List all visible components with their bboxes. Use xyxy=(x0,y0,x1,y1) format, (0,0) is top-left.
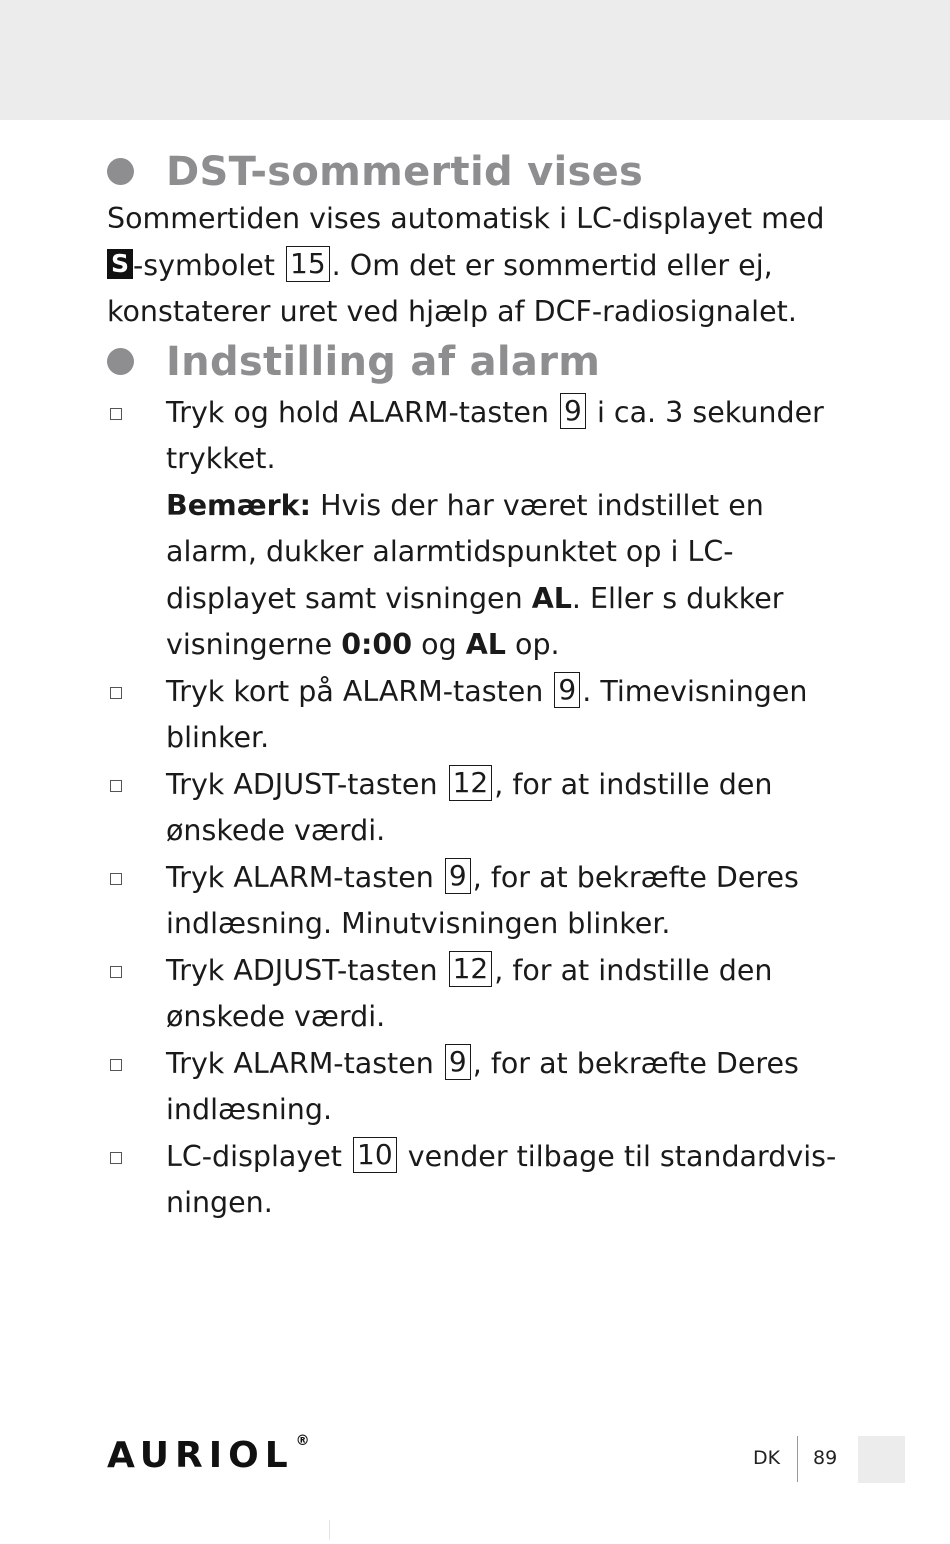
section-title-dst xyxy=(107,146,847,198)
dst-line-3: konstaterer uret ved hjælp af DCF-radiosignalet. xyxy=(107,295,797,328)
checkbox-square-icon xyxy=(110,966,122,978)
section-title-text: DST-sommertid vises xyxy=(166,149,644,195)
step-text: Tryk ALARM-tasten xyxy=(166,860,434,894)
step-text: Tryk kort på ALARM-tasten xyxy=(166,674,544,708)
dst-paragraph xyxy=(107,196,847,336)
step-text: Tryk og hold ALARM-tasten xyxy=(166,395,549,429)
step-text: , for at bekræfte Deres indlæsning. Minutvisningen blinker. xyxy=(166,860,799,940)
ref-number: 9 xyxy=(560,393,586,429)
page-tab-marker xyxy=(858,1436,905,1483)
list-item xyxy=(107,1041,847,1134)
note-text: . Eller s dukker visningerne xyxy=(166,581,784,661)
list-item xyxy=(107,669,847,762)
checkbox-square-icon xyxy=(110,780,122,792)
list-item xyxy=(107,855,847,948)
note-text: og xyxy=(412,628,466,661)
dst-line-2b: . Om det er sommertid eller ej, xyxy=(331,248,773,282)
list-item xyxy=(107,1134,847,1227)
ref-number: 9 xyxy=(554,672,580,708)
header-band xyxy=(0,0,950,120)
list-item xyxy=(107,390,847,669)
ref-number: 9 xyxy=(445,1044,471,1080)
checkbox-square-icon xyxy=(110,873,122,885)
ref-number: 12 xyxy=(449,765,493,801)
step-text: . Timevisningen blinker. xyxy=(166,674,808,754)
checkbox-square-icon xyxy=(110,408,122,420)
registered-mark: ® xyxy=(295,1433,310,1449)
list-item xyxy=(107,948,847,1041)
brand-logo xyxy=(107,1433,310,1476)
note-al: AL xyxy=(465,628,506,661)
footer-divider xyxy=(797,1436,798,1482)
step-text: , for at indstille den ønskede værdi. xyxy=(166,953,773,1033)
section-title-alarm xyxy=(107,336,847,388)
checkbox-square-icon xyxy=(110,687,122,699)
summer-time-s-icon: S xyxy=(107,249,133,279)
note-zero: 0:00 xyxy=(341,628,413,661)
ref-number: 15 xyxy=(286,246,330,282)
step-text: Tryk ALARM-tasten xyxy=(166,1046,434,1080)
step-text: LC-displayet xyxy=(166,1139,342,1173)
dst-line-2a: -symbolet xyxy=(133,248,275,282)
step-text: , for at indstille den ønskede værdi. xyxy=(166,767,773,847)
page-content xyxy=(107,146,847,1227)
step-text: Tryk ADJUST-tasten xyxy=(166,767,438,801)
checkbox-square-icon xyxy=(110,1059,122,1071)
ref-number: 9 xyxy=(445,858,471,894)
note-text: op. xyxy=(505,628,560,661)
bullet-dot-icon xyxy=(107,348,134,375)
bullet-dot-icon xyxy=(107,158,134,185)
note-al: AL xyxy=(531,581,572,615)
step-text: Tryk ADJUST-tasten xyxy=(166,953,438,987)
step-text: , for at bekræfte Deres indlæsning. xyxy=(166,1046,799,1126)
brand-name: AURIOL xyxy=(107,1435,294,1476)
note-label: Bemærk: xyxy=(166,488,312,522)
note-block xyxy=(166,483,847,669)
dst-line-1: Sommertiden vises automatisk i LC-displayet med xyxy=(107,202,825,235)
list-item xyxy=(107,762,847,855)
step-text: i ca. 3 sekunder trykket. xyxy=(166,395,824,475)
note-text: Hvis der har været indstillet en alarm, dukker alarmtidspunktet op i LC-displayet samt visningen xyxy=(166,488,764,615)
crop-mark xyxy=(329,1520,330,1540)
step-text: vender tilbage til standardvis-ningen. xyxy=(166,1139,837,1219)
ref-number: 12 xyxy=(449,951,493,987)
checkbox-square-icon xyxy=(110,1152,122,1164)
page-number: 89 xyxy=(813,1447,838,1469)
ref-number: 10 xyxy=(353,1137,397,1173)
alarm-steps-list xyxy=(107,390,847,1227)
section-title-text: Indstilling af alarm xyxy=(166,338,601,385)
language-code: DK xyxy=(753,1447,781,1469)
